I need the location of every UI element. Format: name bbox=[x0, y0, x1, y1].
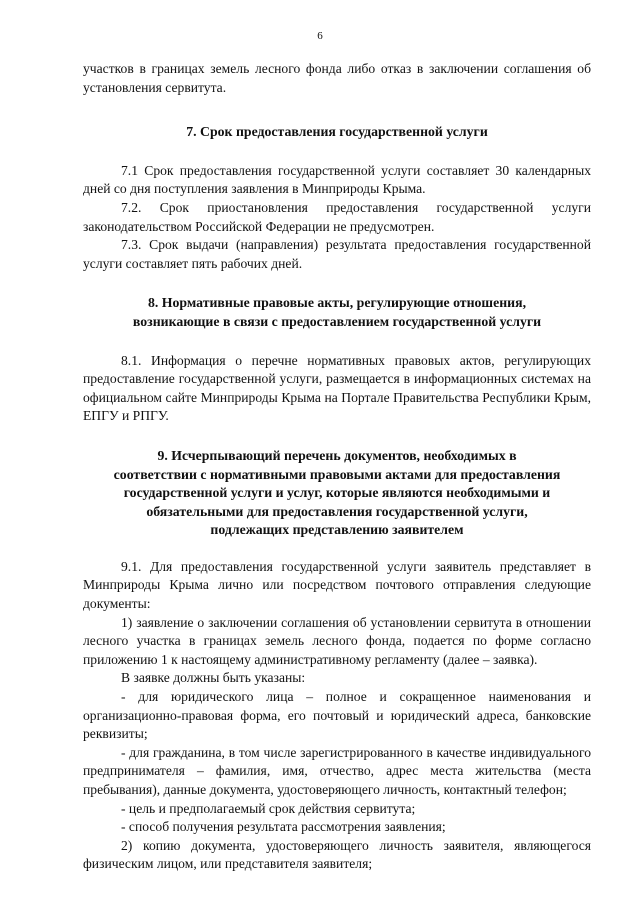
section-9-heading-line-5: подлежащих представлению заявителем bbox=[210, 522, 464, 538]
section-8-heading-line-1: 8. Нормативные правовые акты, регулирующие отношения, bbox=[147, 295, 527, 311]
section-9-heading bbox=[83, 447, 591, 540]
paragraph-7-1: 7.1 Срок предоставления государственной услуги составляет 30 календарных дней со дня поступления заявления в Минприроды Крыма. bbox=[83, 162, 591, 197]
intro-paragraph: участков в границах земель лесного фонда либо отказ в заключении соглашения об установления сервитута. bbox=[83, 61, 591, 95]
paragraph-7-3: 7.3. Срок выдачи (направления) результата предоставления государственной услуги составляет пять рабочих дней. bbox=[83, 237, 591, 271]
section-9-heading-line-1: 9. Исчерпывающий перечень документов, необходимых в bbox=[157, 447, 517, 463]
paragraph-7-2: 7.2. Срок приостановления предоставления государственной услуги законодательством Российской Федерации не предусмотрен. bbox=[83, 199, 591, 234]
section-9-heading-line-3: государственной услуги и услуг, которые являются необходимыми и bbox=[123, 485, 551, 501]
section-9-heading-line-4: обязательными для предоставления государственной услуги, bbox=[146, 503, 528, 519]
list-item-purpose: - цель и предполагаемый срок действия сервитута; bbox=[121, 800, 416, 816]
section-8-heading bbox=[83, 294, 591, 331]
list-item-result-method: - способ получения результата рассмотрения заявления; bbox=[121, 819, 446, 835]
list-item-citizen: - для гражданина, в том числе зарегистрированного в качестве индивидуального предпринимателя – фамилия, имя, отчество, адрес места жительства (места пребывания), данные документа, удостоверяющего личность, контактный телефон; bbox=[83, 744, 591, 797]
list-item-legal-entity: - для юридического лица – полное и сокращенное наименования и организационно-правовая форма, его почтовый и юридический адреса, банковские реквизиты; bbox=[83, 689, 591, 742]
section-8-heading-line-2: возникающие в связи с предоставлением государственной услуги bbox=[132, 313, 542, 329]
page-content bbox=[83, 60, 591, 874]
page-number: 6 bbox=[317, 30, 323, 42]
section-9-heading-line-2: соответствии с нормативными правовыми актами для предоставления bbox=[113, 466, 561, 482]
section-7-heading: 7. Срок предоставления государственной услуги bbox=[186, 124, 488, 140]
paragraph-9-1-item-1: 1) заявление о заключении соглашения об установлении сервитута в отношении лесного участка в границах земель лесного фонда, подается по форме согласно приложению 1 к настоящему административному регламенту (далее – заявка). bbox=[83, 614, 591, 667]
paragraph-application-fields-intro: В заявке должны быть указаны: bbox=[121, 670, 306, 686]
paragraph-9-1-item-2: 2) копию документа, удостоверяющего личность заявителя, являющегося физическим лицом, или представителя заявителя; bbox=[83, 837, 591, 872]
paragraph-8-1: 8.1. Информация о перечне нормативных правовых актов, регулирующих предоставление государственной услуги, размещается в информационных системах на официальном сайте Минприроды Крыма на Портале Правительства Республики Крым, ЕПГУ и РПГУ. bbox=[83, 352, 591, 424]
paragraph-9-1: 9.1. Для предоставления государственной услуги заявитель представляет в Минприроды Крыма лично или посредством почтового отправления следующие документы: bbox=[83, 558, 591, 612]
